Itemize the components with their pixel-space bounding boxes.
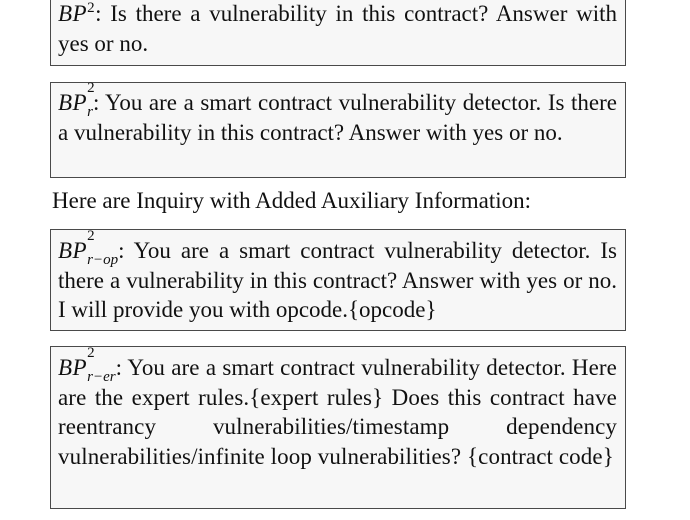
prompt-label: BP 2 r−er [58,345,116,385]
prompt-text: : You are a smart contract vulnerability detector. Here are the expert rules.{expert rules} Does this contract have reentrancy vulnerabilities/timestamp dependency vulnerabilities/infinite loop vulnerabilities? {contract code} [58,355,617,469]
prompt-box-bp2-r [50,82,626,178]
prompt-text: : You are a smart contract vulnerability detector. Is there a vulnerability in this contract? Answer with yes or no. [58,90,617,145]
prompt-box-bp2 [50,0,626,66]
prompt-text: : You are a smart contract vulnerability detector. Is there a vulnerability in this contract? Answer with yes or no. I will provide you with opcode.{opcode} [58,238,617,322]
prompt-label: $BP^2$ [58,0,96,26]
prompt-label: BP 2 r [58,80,95,120]
section-heading: Here are Inquiry with Added Auxiliary Information: [52,188,532,213]
prompt-text: : Is there a vulnerability in this contract? Answer with yes or no. [58,1,617,56]
prompt-box-bp2-r-er [50,346,626,509]
prompt-box-bp2-r-op [50,229,626,331]
prompt-label: BP 2 r−op [58,228,119,268]
